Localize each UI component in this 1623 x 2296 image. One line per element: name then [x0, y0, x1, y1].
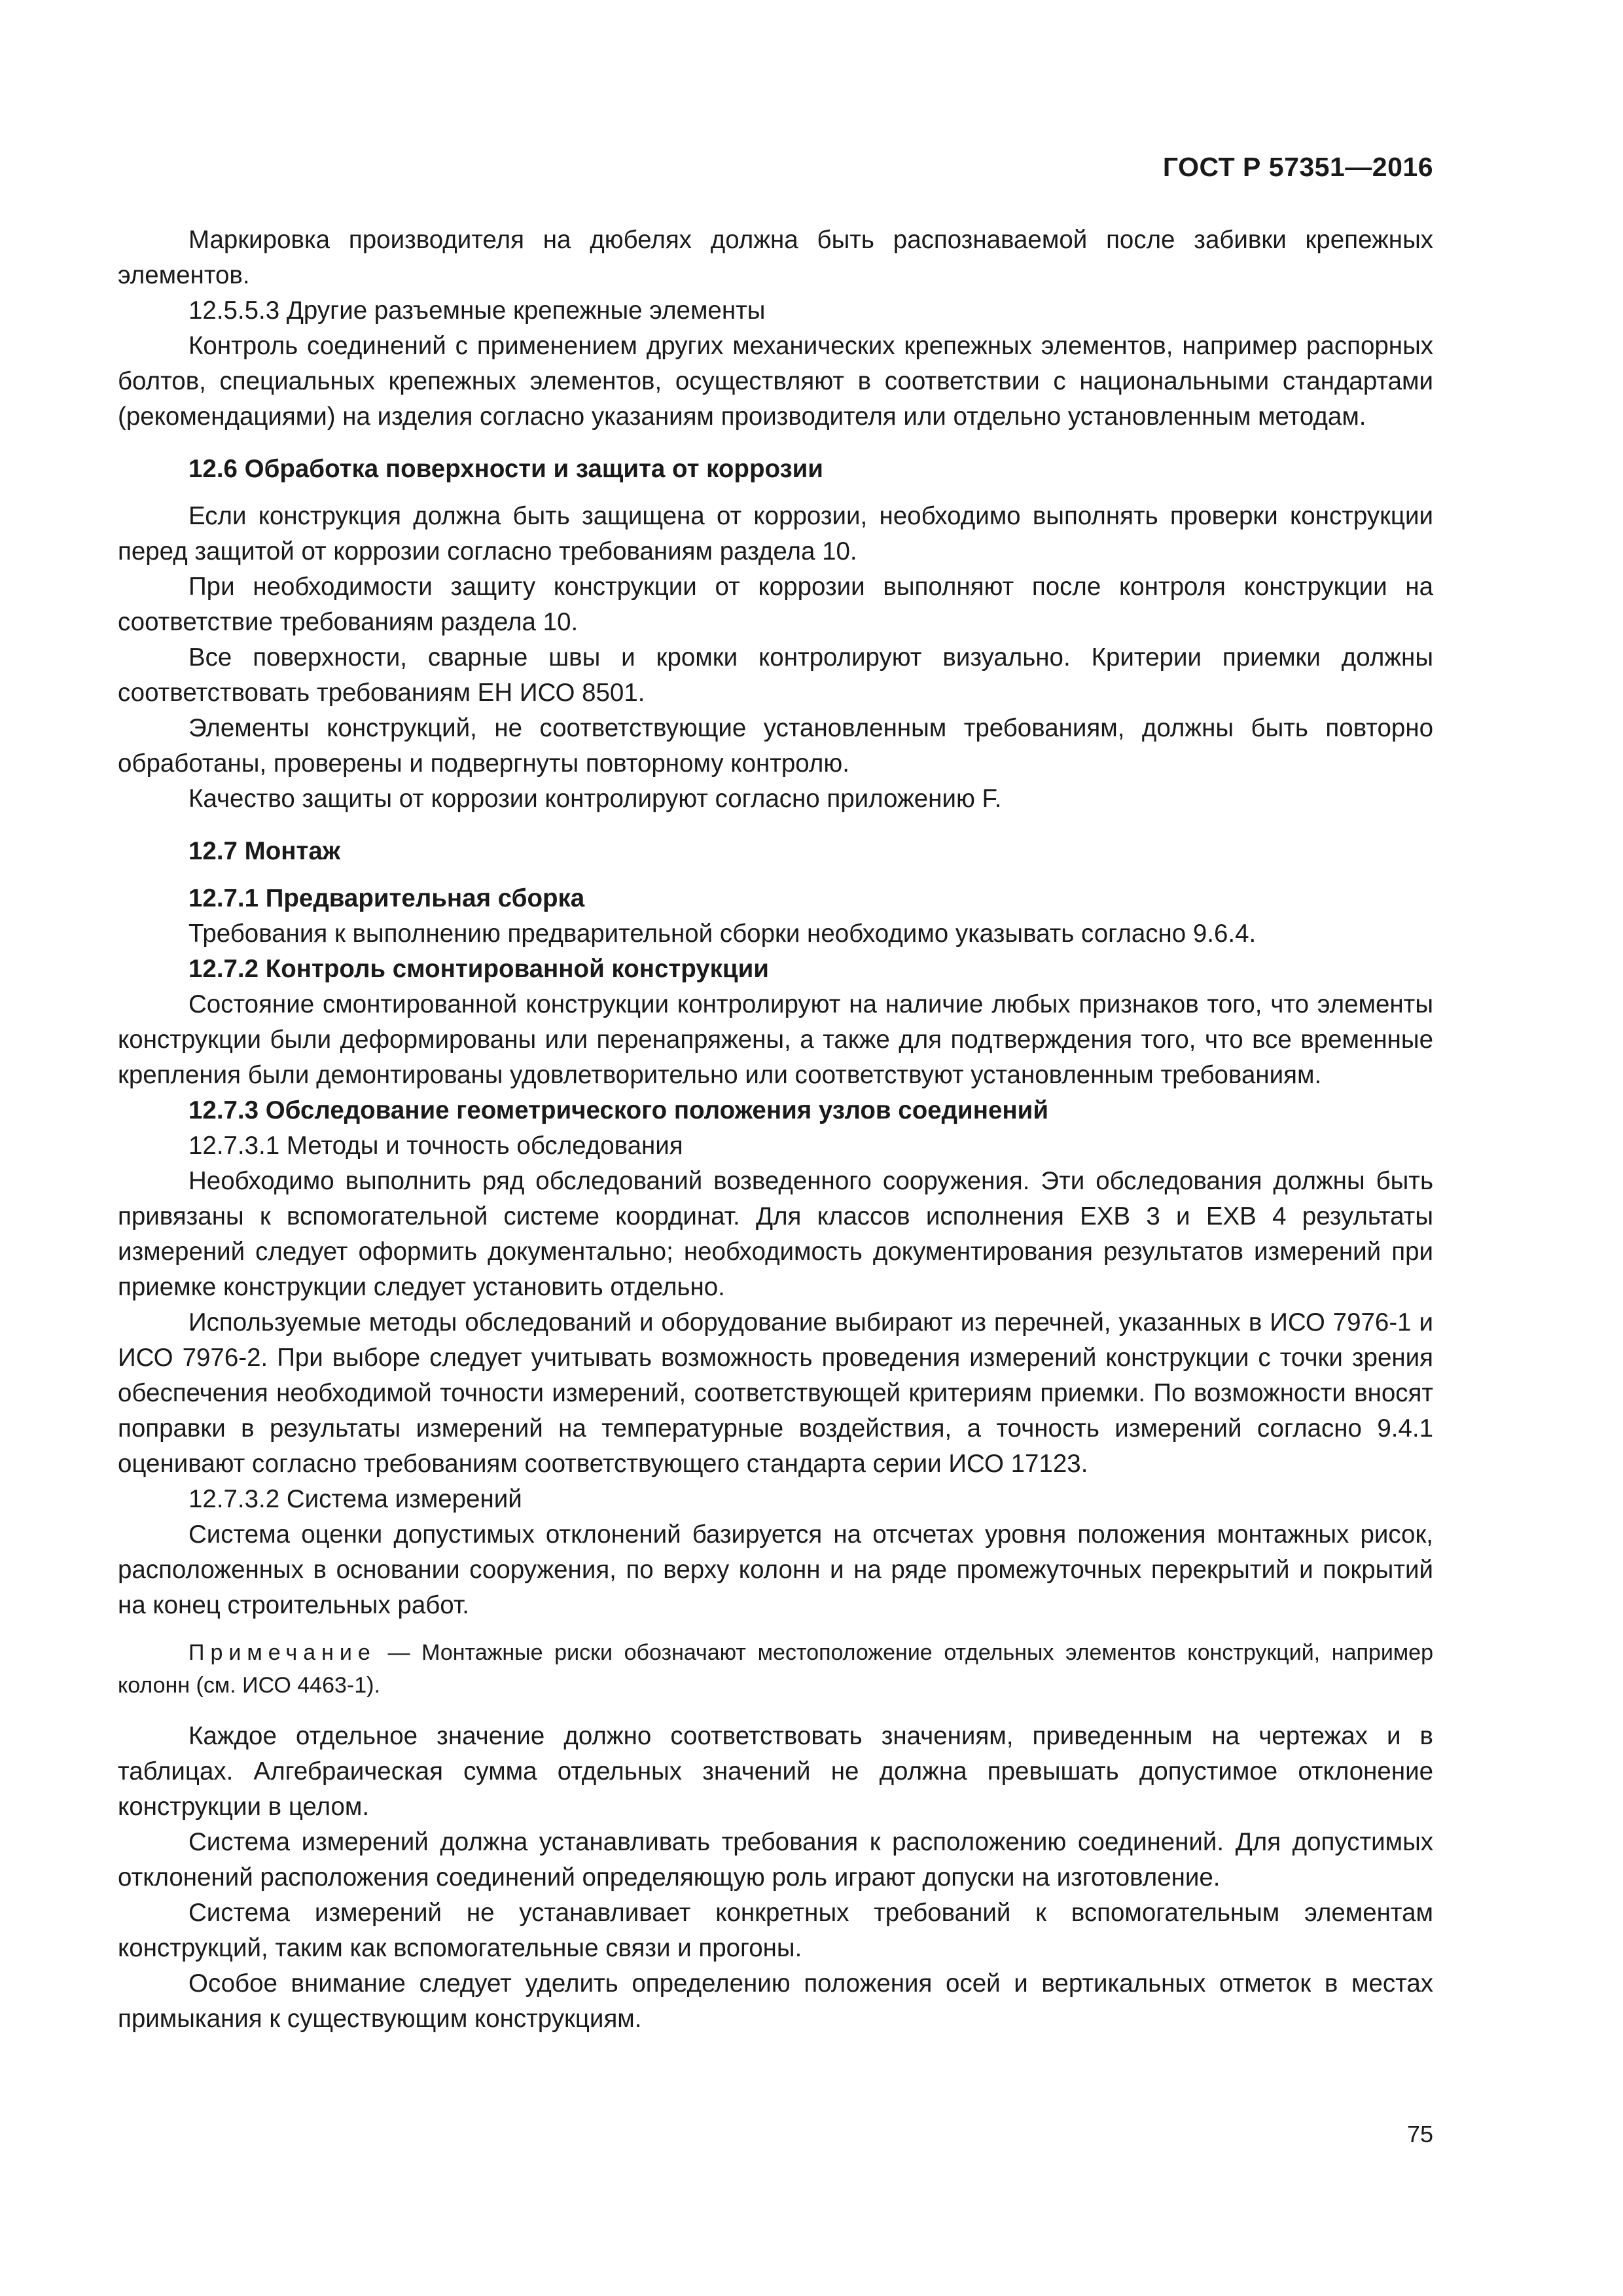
note: [118, 1636, 1433, 1702]
clause-heading: 12.7.3.1 Методы и точность обследования: [188, 1132, 683, 1160]
paragraph: Необходимо выполнить ряд обследований возведенного сооружения. Эти обследования должны быть привязаны к вспомогательной системе координат. Для классов исполнения EXB 3 и EXB 4 результаты измерений следует оформить документально; необходимость документирования результатов измерений при приемке конструкции следует установить отдельно.: [118, 1167, 1433, 1301]
note-label: Примечание: [188, 1640, 376, 1665]
subsection-heading: 12.7.2 Контроль смонтированной конструкции: [188, 955, 769, 983]
clause-heading: 12.7.3.2 Система измерений: [188, 1485, 522, 1513]
paragraph: Контроль соединений с применением других механических крепежных элементов, например распорных болтов, специальных крепежных элементов, осуществляют в соответствии с национальными стандартами (рекомендациями) на изделия согласно указаниям производителя или отдельно установленным методам.: [118, 332, 1433, 431]
paragraph: Требования к выполнению предварительной сборки необходимо указывать согласно 9.6.4.: [188, 920, 1257, 948]
paragraph: Используемые методы обследований и оборудование выбирают из перечней, указанных в ИСО 7976-1 и ИСО 7976-2. При выборе следует учитывать возможность проведения измерений конструкции с точки зрения обеспечения необходимой точности измерений, соответствующей критериям приемки. По возможности вносят поправки в результаты измерений на температурные воздействия, а точность измерений согласно 9.4.1 оценивают согласно требованиям соответствующего стандарта серии ИСО 17123.: [118, 1308, 1433, 1478]
paragraph: При необходимости защиту конструкции от коррозии выполняют после контроля конструкции на соответствие требованиям раздела 10.: [118, 573, 1433, 636]
paragraph: Особое внимание следует уделить определению положения осей и вертикальных отметок в местах примыкания к существующим конструкциям.: [118, 1969, 1433, 2033]
section-heading: 12.7 Монтаж: [188, 837, 341, 865]
paragraph: Элементы конструкций, не соответствующие установленным требованиям, должны быть повторно обработаны, проверены и подвергнуты повторному контролю.: [118, 714, 1433, 778]
paragraph: Система оценки допустимых отклонений базируется на отсчетах уровня положения монтажных рисок, расположенных в основании сооружения, по верху колонн и на ряде промежуточных перекрытий и покрытий на конец строительных работ.: [118, 1520, 1433, 1619]
document-body: [118, 223, 1433, 2037]
standard-header: ГОСТ Р 57351—2016: [1162, 152, 1433, 182]
note-text: — Монтажные риски обозначают местоположение отдельных элементов конструкций, например колонн (см. ИСО 4463-1).: [118, 1640, 1433, 1698]
page-number: 75: [1406, 2121, 1433, 2147]
paragraph: Маркировка производителя на дюбелях должна быть распознаваемой после забивки крепежных элементов.: [118, 226, 1433, 289]
clause-heading: 12.5.5.3 Другие разъемные крепежные элементы: [188, 296, 766, 325]
document-page: [118, 0, 1433, 2296]
paragraph: Состояние смонтированной конструкции контролируют на наличие любых признаков того, что элементы конструкции были деформированы или перенапряжены, а также для подтверждения того, что все временные крепления были демонтированы удовлетворительно или соответствуют установленным требованиям.: [118, 990, 1433, 1089]
paragraph: Качество защиты от коррозии контролируют согласно приложению F.: [188, 785, 1002, 813]
paragraph: Система измерений должна устанавливать требования к расположению соединений. Для допустимых отклонений расположения соединений определяющую роль играют допуски на изготовление.: [118, 1828, 1433, 1892]
paragraph: Все поверхности, сварные швы и кромки контролируют визуально. Критерии приемки должны соответствовать требованиям ЕН ИСО 8501.: [118, 643, 1433, 707]
subsection-heading: 12.7.3 Обследование геометрического положения узлов соединений: [188, 1096, 1048, 1124]
paragraph: Каждое отдельное значение должно соответствовать значениям, приведенным на чертежах и в таблицах. Алгебраическая сумма отдельных значений не должна превышать допустимое отклонение конструкции в целом.: [118, 1722, 1433, 1821]
subsection-heading: 12.7.1 Предварительная сборка: [188, 884, 585, 912]
paragraph: Если конструкция должна быть защищена от коррозии, необходимо выполнять проверки конструкции перед защитой от коррозии согласно требованиям раздела 10.: [118, 502, 1433, 565]
section-heading: 12.6 Обработка поверхности и защита от коррозии: [188, 455, 823, 483]
paragraph: Система измерений не устанавливает конкретных требований к вспомогательным элементам конструкций, таким как вспомогательные связи и прогоны.: [118, 1899, 1433, 1962]
